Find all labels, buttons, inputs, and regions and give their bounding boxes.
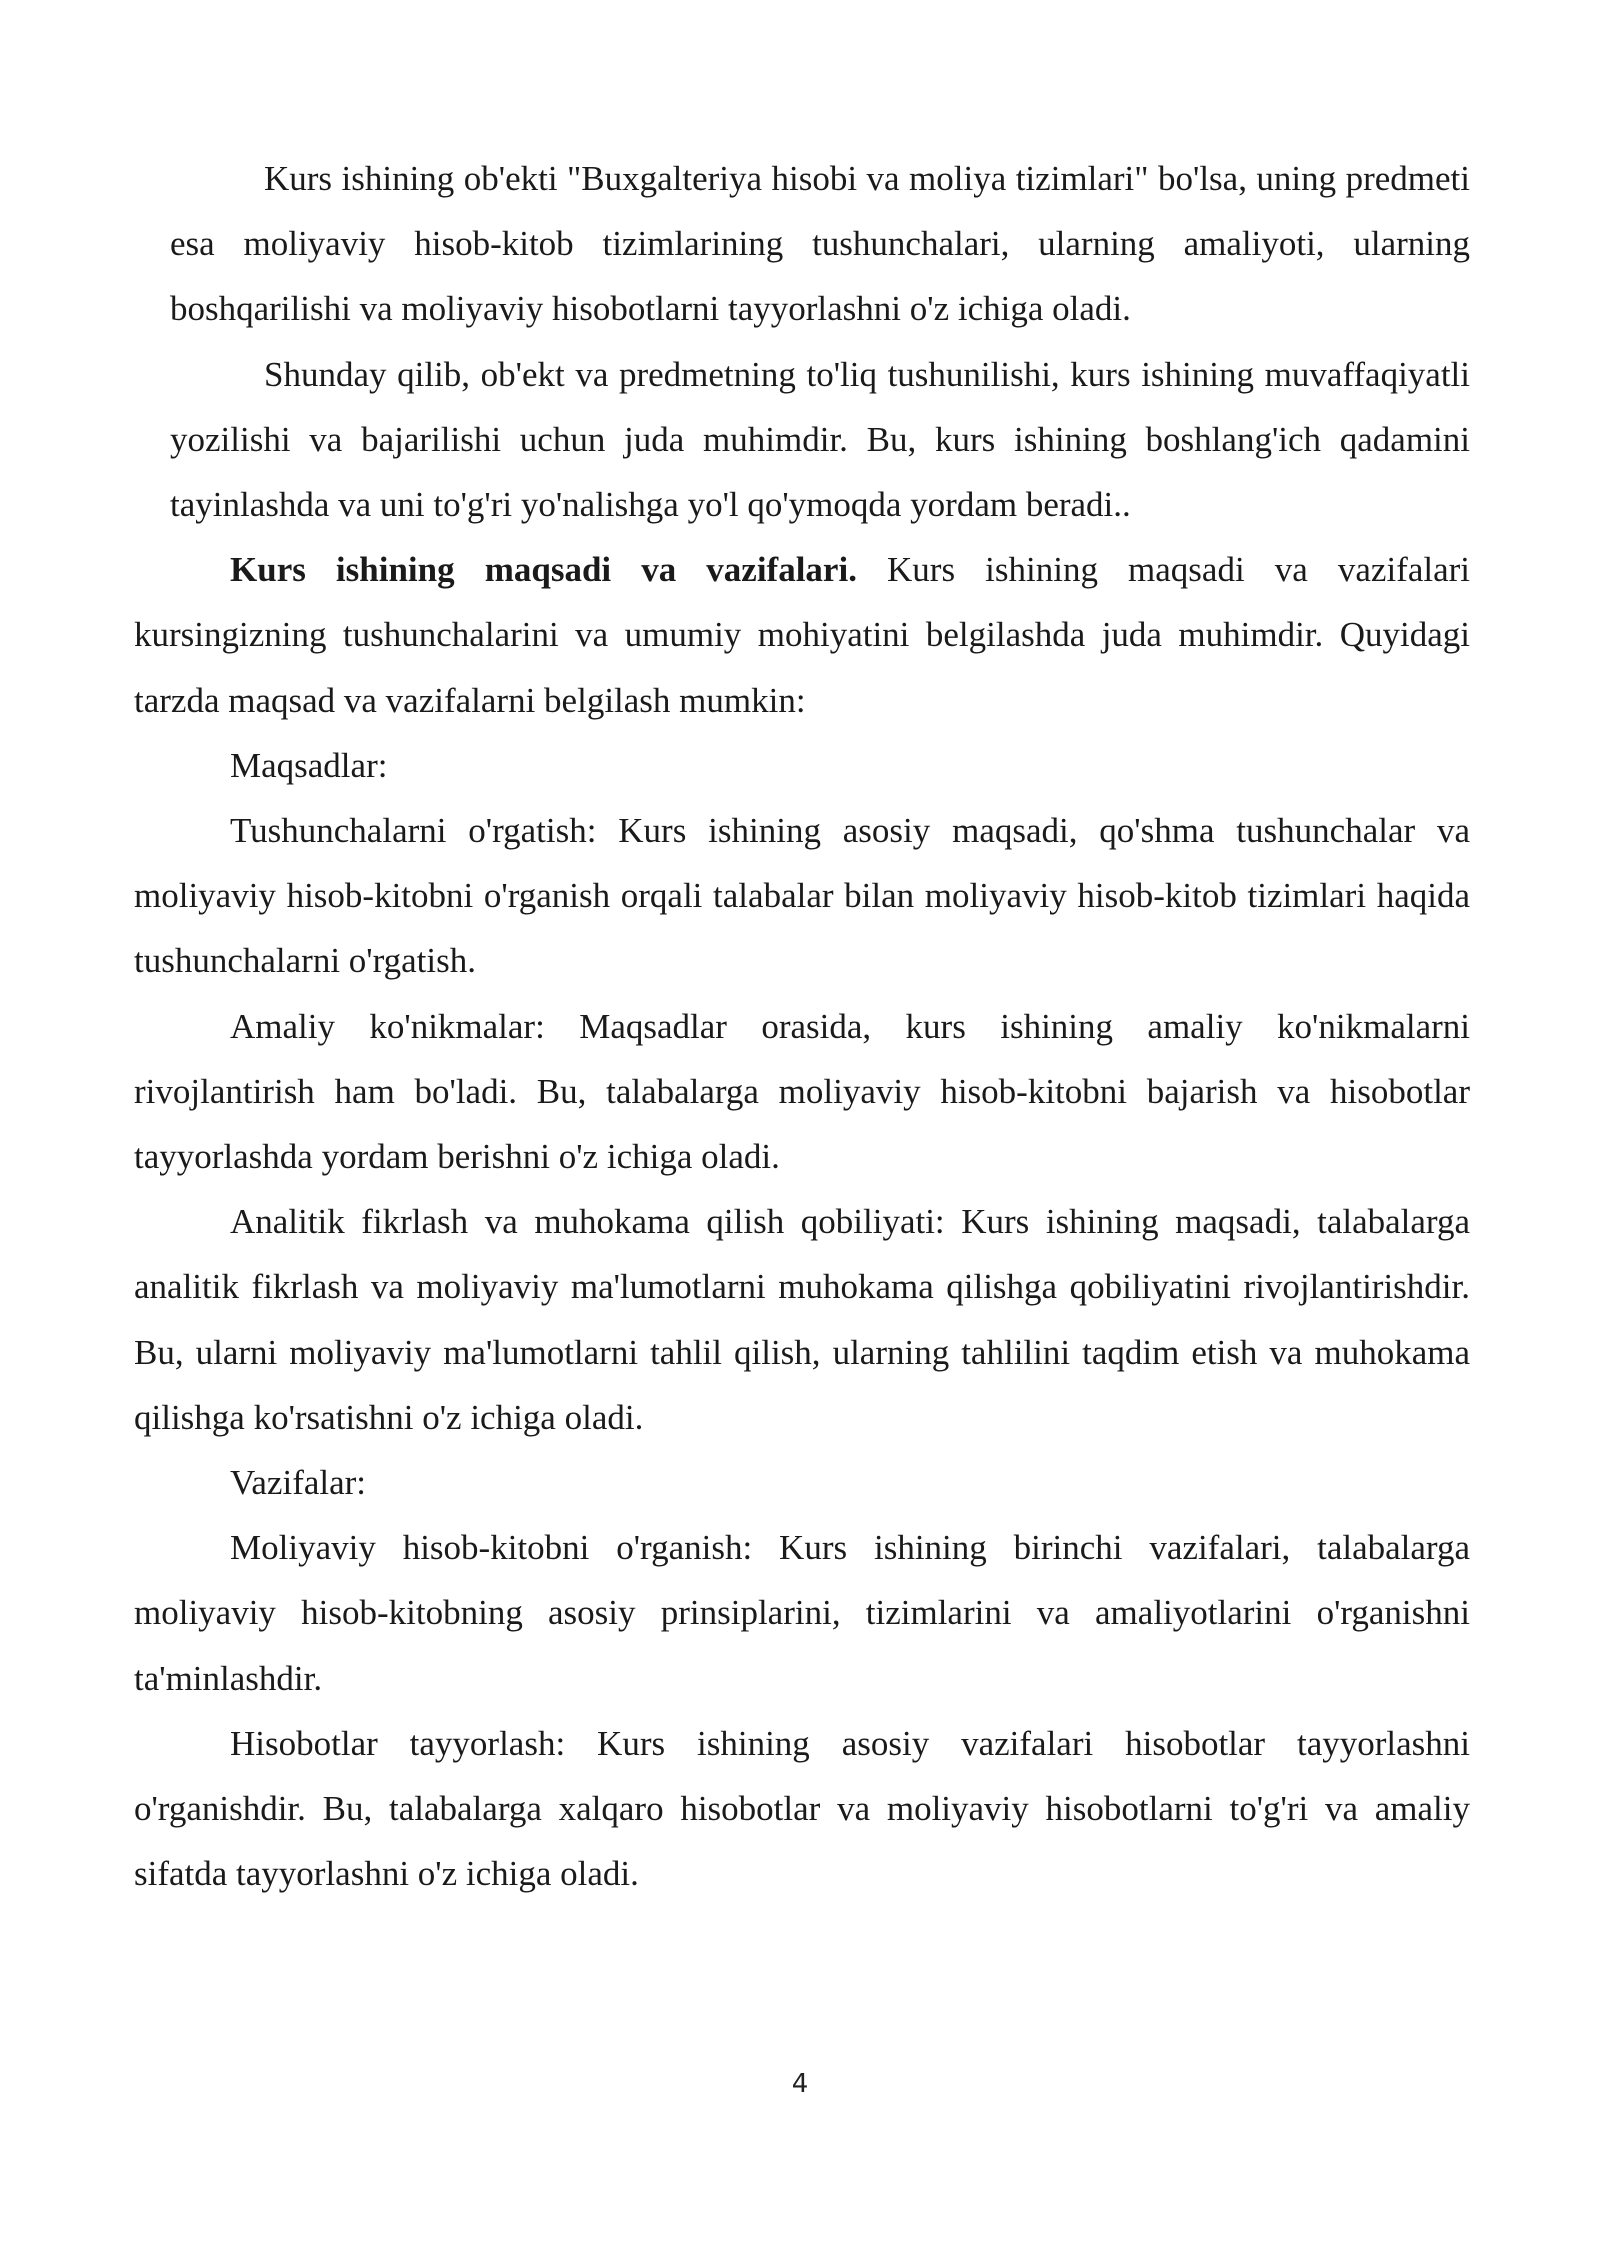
paragraph-task-reports <box>134 1711 1470 1907</box>
paragraph-text: Hisobotlar tayyorlash: Kurs ishining asosiy vazifalari hisobotlar tayyorlashni o'rganishdir. Bu, talabalarga xalqaro hisobotlar va moliyaviy hisobotlarni to'g'ri va amaliy sifatda tayyorlashni o'z ichiga oladi. <box>134 1723 1470 1894</box>
paragraph-text: Amaliy ko'nikmalar: Maqsadlar orasida, kurs ishining amaliy ko'nikmalarni rivojlantirish ham bo'ladi. Bu, talabalarga moliyaviy hisob-kitobni bajarish va hisobotlar tayyorlashda yordam berishni o'z ichiga oladi. <box>134 1006 1470 1177</box>
paragraph-goal-analysis <box>134 1189 1470 1450</box>
paragraph-goal-concepts <box>134 798 1470 994</box>
paragraph-text: Moliyaviy hisob-kitobni o'rganish: Kurs ishining birinchi vazifalari, talabalarga moliyaviy hisob-kitobning asosiy prinsiplarini, tizimlarini va amaliyotlarini o'rganishni ta'minlashdir. <box>134 1528 1470 1698</box>
subheading-goals <box>134 733 1470 798</box>
paragraph-text: Vazifalar: <box>230 1463 367 1503</box>
paragraph-text: Tushunchalarni o'rgatish: Kurs ishining asosiy maqsadi, qo'shma tushunchalar va moliyaviy hisob-kitobni o'rganish orqali talabalar bilan moliyaviy hisob-kitob tizimlari haqida tushunchalarni o'rgatish. <box>134 811 1470 981</box>
section-heading: Kurs ishining maqsadi va vazifalari. <box>230 550 857 590</box>
paragraph-goal-skills <box>134 994 1470 1190</box>
paragraph-text: Kurs ishining maqsadi va vazifalari kursingizning tushunchalarini va umumiy mohiyatini belgilashda juda muhimdir. Quyidagi tarzda maqsad va vazifalarni belgilash mumkin: <box>134 550 1471 720</box>
paragraph-text: Shunday qilib, ob'ekt va predmetning to'liq tushunilishi, kurs ishining muvaffaqiyatli yozilishi va bajarilishi uchun juda muhimdir. Bu, kurs ishining boshlang'ich qadamini tayinlashda va uni to'g'ri yo'nalishga yo'l qo'ymoqda yordam beradi.. <box>170 354 1470 525</box>
subheading-tasks <box>134 1450 1470 1515</box>
body-text <box>134 146 1470 1906</box>
page-number: 4 <box>791 2069 809 2099</box>
paragraph-goals-intro <box>134 537 1470 733</box>
paragraph-summary <box>170 342 1470 538</box>
paragraph-text: Maqsadlar: <box>230 745 388 785</box>
paragraph-text: Kurs ishining ob'ekti "Buxgalteriya hisobi va moliya tizimlari" bo'lsa, uning predmeti esa moliyaviy hisob-kitob tizimlarining tushunchalari, ularning amaliyoti, ularning boshqarilishi va moliyaviy hisobotlarni tayyorlashni o'z ichiga oladi. <box>170 159 1470 329</box>
paragraph-task-learning <box>134 1515 1470 1711</box>
paragraph-object-subject <box>170 146 1470 342</box>
paragraph-text: Analitik fikrlash va muhokama qilish qobiliyati: Kurs ishining maqsadi, talabalarga analitik fikrlash va moliyaviy ma'lumotlarni muhokama qilishga qobiliyatini rivojlantirishdir. Bu, ularni moliyaviy ma'lumotlarni tahlil qilish, ularning tahlilini taqdim etish va muhokama qilishga ko'rsatishni o'z ichiga oladi. <box>134 1202 1470 1437</box>
